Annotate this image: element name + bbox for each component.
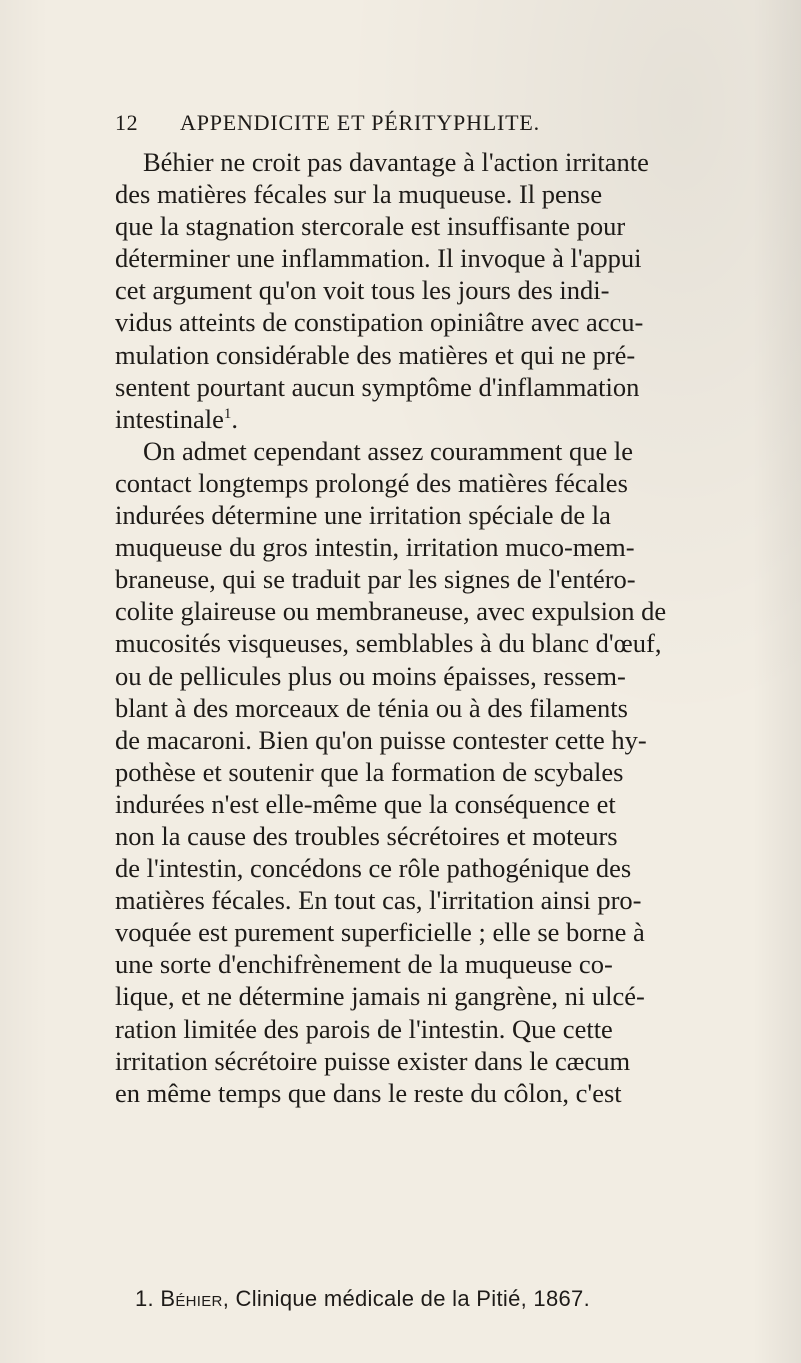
text-line: ration limitée des parois de l'intestin. Que cette bbox=[115, 1013, 613, 1044]
running-header bbox=[115, 110, 755, 142]
body-text bbox=[115, 146, 765, 1109]
text-line: pothèse et soutenir que la formation de scybales bbox=[115, 756, 624, 787]
text-line: en même temps que dans le reste du côlon, c'est bbox=[115, 1077, 622, 1108]
text-line: ou de pellicules plus ou moins épaisses, ressem- bbox=[115, 660, 626, 691]
text-line: contact longtemps prolongé des matières fécales bbox=[115, 467, 628, 498]
text-line: muqueuse du gros intestin, irritation muco-mem- bbox=[115, 532, 635, 563]
text-line: sentent pourtant aucun symptôme d'inflammation bbox=[115, 371, 640, 402]
running-title: APPENDICITE ET PÉRITYPHLITE. bbox=[180, 110, 540, 135]
text-line: cet argument qu'on voit tous les jours des indi- bbox=[115, 275, 610, 306]
text-line: mucosités visqueuses, semblables à du blanc d'œuf, bbox=[115, 628, 662, 659]
text-line: déterminer une inflammation. Il invoque à l'appui bbox=[115, 243, 642, 274]
text-line: vidus atteints de constipation opiniâtre avec accu- bbox=[115, 307, 644, 338]
text-line: de l'intestin, concédons ce rôle pathogénique des bbox=[115, 853, 632, 884]
text-line: des matières fécales sur la muqueuse. Il pense bbox=[115, 179, 603, 210]
text-line: mulation considérable des matières et qui ne pré- bbox=[115, 339, 636, 370]
text-line: irritation sécrétoire puisse exister dans le cæcum bbox=[115, 1045, 631, 1076]
text-line: braneuse, qui se traduit par les signes de l'entéro- bbox=[115, 564, 636, 595]
text-line-suffix: . bbox=[231, 403, 239, 434]
footnote-number: 1. bbox=[135, 1286, 154, 1311]
text-line: indurées n'est elle-même que la conséquence et bbox=[115, 788, 616, 819]
footnote bbox=[135, 1286, 775, 1312]
footnote-author: Béhier bbox=[160, 1286, 223, 1311]
text-line: lique, et ne détermine jamais ni gangrène, ni ulcé- bbox=[115, 981, 645, 1012]
text-line: Béhier ne croit pas davantage à l'action irritante bbox=[143, 147, 649, 177]
text-line: blant à des morceaux de ténia ou à des filaments bbox=[115, 692, 628, 723]
text-line: non la cause des troubles sécrétoires et moteurs bbox=[115, 820, 618, 851]
text-line: colite glaireuse ou membraneuse, avec expulsion de bbox=[115, 596, 667, 627]
text-line: une sorte d'enchifrènement de la muqueuse co- bbox=[115, 949, 613, 980]
text-line: indurées détermine une irritation spéciale de la bbox=[115, 500, 611, 531]
text-line: On admet cependant assez couramment que le bbox=[143, 435, 634, 466]
page-number: 12 bbox=[115, 110, 139, 135]
text-line: que la stagnation stercorale est insuffisante pour bbox=[115, 211, 626, 242]
footnote-reference[interactable]: 1 bbox=[223, 405, 232, 422]
text-line-content: intestinale bbox=[115, 403, 224, 434]
text-line: de macaroni. Bien qu'on puisse contester cette hy- bbox=[115, 724, 647, 755]
text-line: matières fécales. En tout cas, l'irritation ainsi pro- bbox=[115, 885, 642, 916]
text-line: voquée est purement superficielle ; elle se borne à bbox=[115, 917, 645, 948]
footnote-text: , Clinique médicale de la Pitié, 1867. bbox=[222, 1286, 590, 1311]
text-line bbox=[115, 403, 765, 435]
